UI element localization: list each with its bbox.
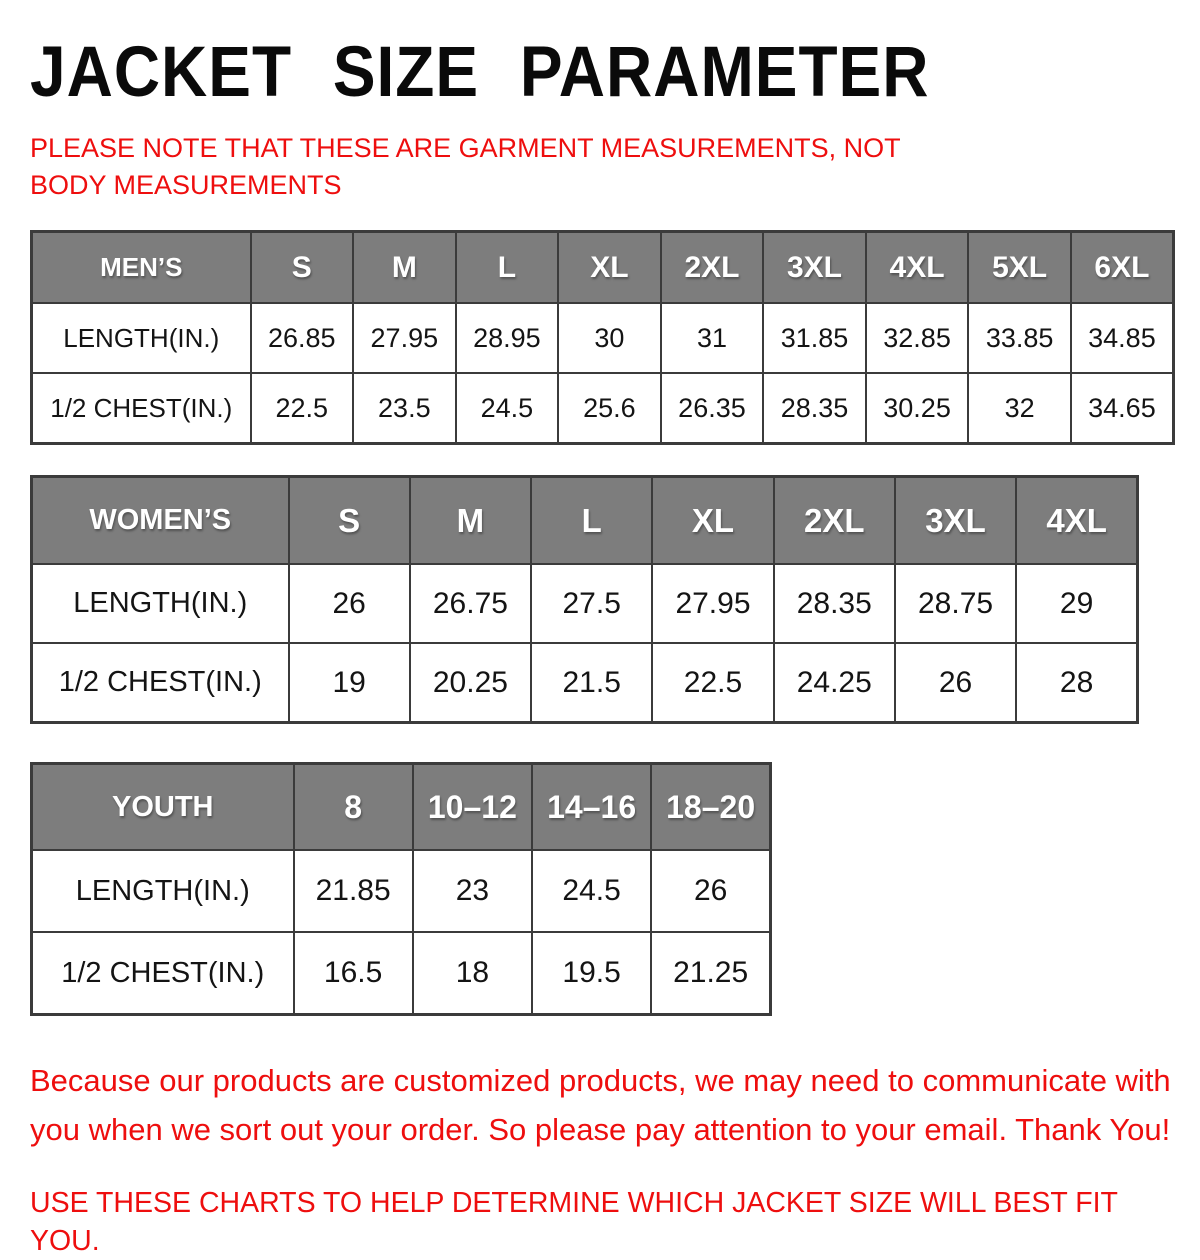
youth-size-header: 10–12 <box>413 764 532 851</box>
women-measurement-cell: 29 <box>1016 564 1137 643</box>
men-size-header: 4XL <box>866 232 969 304</box>
women-size-header: 4XL <box>1016 477 1137 565</box>
men-row-label: 1/2 CHEST(IN.) <box>32 373 251 444</box>
women-size-header: S <box>289 477 410 565</box>
men-measurement-cell: 32 <box>968 373 1071 444</box>
women-row-label: LENGTH(IN.) <box>32 564 289 643</box>
women-measurement-cell: 26 <box>289 564 410 643</box>
men-measurement-cell: 34.85 <box>1071 303 1174 373</box>
women-data-row <box>32 643 1138 723</box>
customized-products-note: Because our products are customized products, we may need to communicate with you when we sort out your order. So please pay attention to your email. Thank You! <box>30 1063 1171 1147</box>
men-size-header: XL <box>558 232 661 304</box>
youth-measurement-cell: 18 <box>413 932 532 1015</box>
men-measurement-cell: 26.85 <box>251 303 354 373</box>
men-measurement-cell: 22.5 <box>251 373 354 444</box>
men-measurement-cell: 27.95 <box>353 303 456 373</box>
youth-header-row <box>32 764 771 851</box>
men-measurement-cell: 23.5 <box>353 373 456 444</box>
women-header-row <box>32 477 1138 565</box>
women-measurement-cell: 26 <box>895 643 1016 723</box>
men-size-header: 3XL <box>763 232 866 304</box>
women-size-header: 3XL <box>895 477 1016 565</box>
men-row-label: LENGTH(IN.) <box>32 303 251 373</box>
men-measurement-cell: 30.25 <box>866 373 969 444</box>
men-measurement-cell: 26.35 <box>661 373 764 444</box>
men-size-table <box>30 230 1175 445</box>
men-measurement-cell: 32.85 <box>866 303 969 373</box>
youth-measurement-cell: 24.5 <box>532 850 651 932</box>
youth-data-row <box>32 932 771 1015</box>
men-measurement-cell: 33.85 <box>968 303 1071 373</box>
men-measurement-cell: 31 <box>661 303 764 373</box>
women-measurement-cell: 27.95 <box>652 564 773 643</box>
women-data-row <box>32 564 1138 643</box>
youth-size-header: 18–20 <box>651 764 770 851</box>
women-measurement-cell: 28.75 <box>895 564 1016 643</box>
garment-measurements-note: PLEASE NOTE THAT THESE ARE GARMENT MEASUREMENTS, NOT BODY MEASUREMENTS <box>30 133 901 200</box>
page-title: JACKET SIZE PARAMETER <box>30 31 930 112</box>
women-size-header: XL <box>652 477 773 565</box>
chart-usage-note: USE THESE CHARTS TO HELP DETERMINE WHICH JACKET SIZE WILL BEST FIT YOU. <box>30 1187 1118 1257</box>
women-measurement-cell: 24.25 <box>774 643 895 723</box>
men-size-header: 2XL <box>661 232 764 304</box>
women-measurement-cell: 28 <box>1016 643 1137 723</box>
women-measurement-cell: 22.5 <box>652 643 773 723</box>
men-table-title: MEN’S <box>32 232 251 304</box>
women-measurement-cell: 20.25 <box>410 643 531 723</box>
men-size-header: M <box>353 232 456 304</box>
youth-measurement-cell: 21.85 <box>294 850 413 932</box>
men-measurement-cell: 25.6 <box>558 373 661 444</box>
women-measurement-cell: 28.35 <box>774 564 895 643</box>
women-row-label: 1/2 CHEST(IN.) <box>32 643 289 723</box>
men-measurement-cell: 24.5 <box>456 373 559 444</box>
men-header-row <box>32 232 1174 304</box>
women-size-header: M <box>410 477 531 565</box>
youth-data-row <box>32 850 771 932</box>
youth-size-header: 8 <box>294 764 413 851</box>
women-size-header: 2XL <box>774 477 895 565</box>
size-tables <box>30 230 1180 1016</box>
men-measurement-cell: 31.85 <box>763 303 866 373</box>
women-measurement-cell: 19 <box>289 643 410 723</box>
men-size-header: 5XL <box>968 232 1071 304</box>
youth-measurement-cell: 23 <box>413 850 532 932</box>
men-measurement-cell: 28.95 <box>456 303 559 373</box>
youth-row-label: 1/2 CHEST(IN.) <box>32 932 294 1015</box>
women-measurement-cell: 26.75 <box>410 564 531 643</box>
men-measurement-cell: 30 <box>558 303 661 373</box>
women-size-table <box>30 475 1139 724</box>
youth-size-table <box>30 762 772 1016</box>
women-measurement-cell: 27.5 <box>531 564 652 643</box>
youth-measurement-cell: 19.5 <box>532 932 651 1015</box>
women-measurement-cell: 21.5 <box>531 643 652 723</box>
women-size-header: L <box>531 477 652 565</box>
youth-size-header: 14–16 <box>532 764 651 851</box>
men-size-header: 6XL <box>1071 232 1174 304</box>
youth-measurement-cell: 16.5 <box>294 932 413 1015</box>
men-size-header: S <box>251 232 354 304</box>
youth-table-title: YOUTH <box>32 764 294 851</box>
youth-row-label: LENGTH(IN.) <box>32 850 294 932</box>
men-measurement-cell: 28.35 <box>763 373 866 444</box>
men-data-row <box>32 373 1174 444</box>
women-table-title: WOMEN’S <box>32 477 289 565</box>
youth-measurement-cell: 21.25 <box>651 932 770 1015</box>
men-size-header: L <box>456 232 559 304</box>
youth-measurement-cell: 26 <box>651 850 770 932</box>
men-data-row <box>32 303 1174 373</box>
men-measurement-cell: 34.65 <box>1071 373 1174 444</box>
